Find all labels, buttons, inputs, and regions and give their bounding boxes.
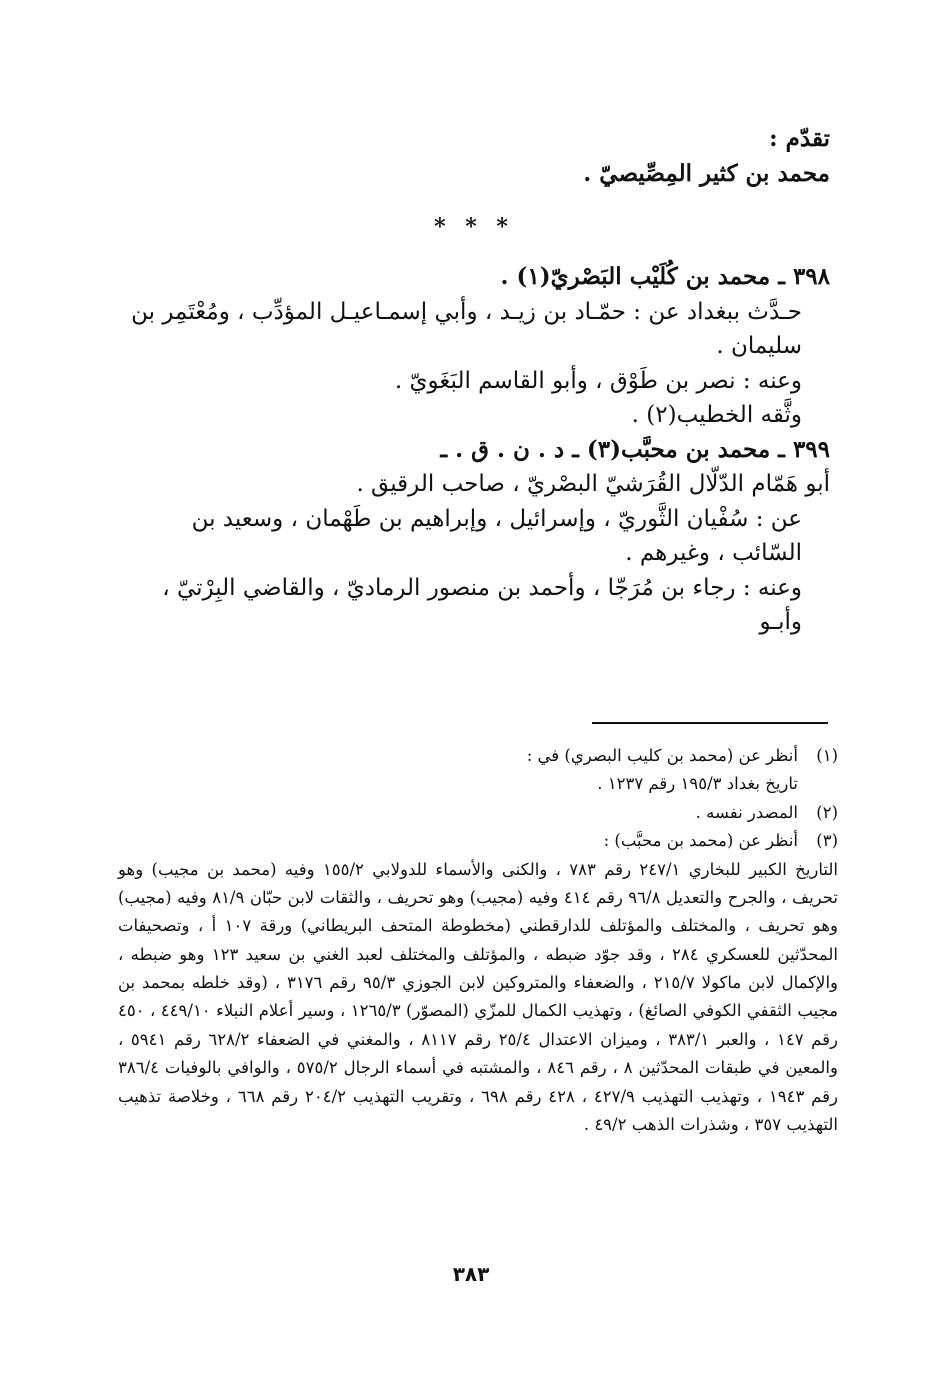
entry-399-heading: ٣٩٩ ـ محمد بن محبَّب(٣) ـ د . ن . ق . ـ bbox=[440, 435, 830, 463]
footnote-divider bbox=[592, 722, 828, 724]
page-number: ٣٨٣ bbox=[452, 1262, 490, 1286]
footnote-number: (٢) bbox=[816, 802, 838, 822]
footnote-1-continuation: تاريخ بغداد ١٩٥/٣ رقم ١٢٣٧ . bbox=[597, 774, 798, 794]
previous-entry-label: تقدّم : bbox=[769, 125, 830, 152]
entry-398-narrated: حـدَّث ببغداد عن : حمّـاد بن زيـد ، وأبي إسمـاعيـل المؤدِّب ، ومُعْتَمِر بن سليمان . bbox=[131, 298, 802, 359]
footnote-3 bbox=[118, 827, 838, 855]
footnote-number: (٣) bbox=[816, 831, 838, 851]
footnote-1 bbox=[118, 742, 838, 770]
main-text bbox=[118, 122, 830, 640]
footnote-2 bbox=[118, 799, 838, 827]
previous-entry-name: محمد بن كثير المِصِّيصيّ . bbox=[583, 159, 830, 187]
footnotes bbox=[118, 742, 838, 1139]
footnote-text: المصدر نفسه . bbox=[695, 802, 798, 822]
footnote-text: أنظر عن (محمد بن كليب البصري) في : bbox=[526, 746, 798, 765]
entry-399-students: وعنه : رجاء بن مُرَجّا ، وأحمد بن منصور الرماديّ ، والقاضي البِرْتيّ ، وأبـو bbox=[162, 574, 802, 635]
entry-399-teachers: عن : سُفْيان الثَّوريّ ، وإسرائيل ، وإبراهيم بن طَهْمان ، وسعيد بن السّائب ، وغيرهم . bbox=[191, 505, 802, 566]
footnote-number: (١) bbox=[816, 746, 838, 765]
entry-399-kunya: أبو هَمّام الدّلّال القُرَشيّ البصْريّ ، صاحب الرقيق . bbox=[356, 471, 830, 497]
entry-398-heading: ٣٩٨ ـ محمد بن كُلَيْب البَصْريّ(١) . bbox=[500, 263, 830, 290]
entry-398-authentication: وثَّقه الخطيب(٢) . bbox=[631, 402, 802, 428]
footnote-text: أنظر عن (محمد بن محبَّب) : bbox=[603, 831, 798, 851]
section-separator: * * * bbox=[434, 214, 514, 240]
entry-398-students: وعنه : نصر بن طَوْق ، وأبو القاسم البَغَويّ . bbox=[394, 367, 802, 394]
footnote-3-sources: التاريخ الكبير للبخاري ٢٤٧/١ رقم ٧٨٣ ، والكنى والأسماء للدولابي ١٥٥/٢ وفيه (محمد بن مجيب) وهو تحريف ، والجرح والتعديل ٩٦/٨ رقم ٤١٤ وفيه (مجيب) وهو تحريف ، والثقات لابن حبّان ٨١/٩ وفيه (مجيب) وهو تحريف ، والمختلف والمؤتلف للدارقطني (مخطوطة المتحف البريطاني) ورقة ١٠٧ أ ، وتصحيفات المحدّثين للعسكري ٢٨٤ ، وقد جوّد ضبطه ، والمؤتلف والمختلف لعبد الغني بن سعيد ١٢٣ وهو ضبطه ، والإكمال لابن ماكولا ٢١٥/٧ ، والضعفاء والمتروكين لابن الجوزي ٩٥/٣ رقم ٣١٧٦ ، (وقد خلطه بمحمد بن مجيب الثقفي الكوفي الصائغ) ، وتهذيب الكمال للمزّي (المصوّر) ١٢٦٥/٣ ، وسير أعلام النبلاء ٤٤٩/١٠ ، ٤٥٠ رقم ١٤٧ ، والعبر ٣٨٣/١ ، وميزان الاعتدال ٢٥/٤ رقم ٨١١٧ ، والمغني في الضعفاء ٦٢٨/٢ رقم ٥٩٤١ ، والمعين في طبقات المحدّثين ٨ ، رقم ٨٤٦ ، والمشتبه في أسماء الرجال ٥٧٥/٢ ، والوافي بالوفيات ٣٨٦/٤ رقم ١٩٤٣ ، وتهذيب التهذيب ٤٢٧/٩ ، ٤٢٨ رقم ٦٩٨ ، وتقريب التهذيب ٢٠٤/٢ رقم ٦٦٨ ، وخلاصة تذهيب التهذيب ٣٥٧ ، وشذرات الذهب ٤٩/٢ . bbox=[118, 859, 839, 1134]
